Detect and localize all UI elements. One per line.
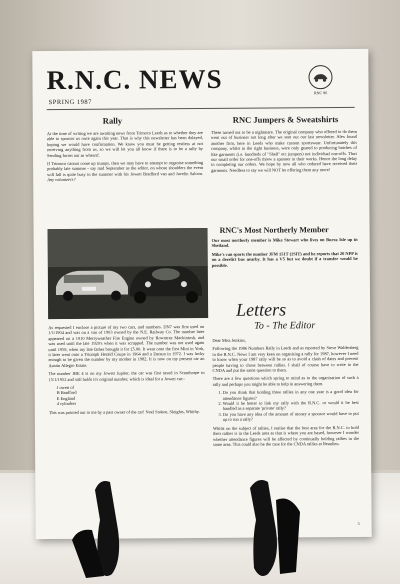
- stand-leg-right: [250, 480, 277, 576]
- acronym-item: 4 cylinders: [56, 401, 77, 407]
- story-paragraph: As requested I enclose a picture of my two cars, and numbers. DN7 was first used on 1/1/1904 and was on a van of 1903 owned by the N.E. Railway Co. The number later appeared on a 1910 Merryweather Fire Engine owned by Rowntree Mackintosh, and was used until the late 1920's when it was scrapped. The number was not used again until 1959, when my late father brought it for £5.00. It went onto the first Mini in York, it later went onto a Triumph Herald Coupe in 1964 and a Datsun in 1972. I was lucky enough to be given the number by my mother in 1982. It is now on my present car an Austin Allegro Estate.: [48, 323, 205, 368]
- logo-label: RNC 86: [313, 90, 328, 96]
- question-item: 2. Would it be better to link my rally with the R.N.C. or would it be best handled as a separate 'private' rally?: [223, 400, 359, 412]
- jumpers-paragraph: These turned out to be a nightmare. The original company who offered to do them went out of business not long after we sent out our last newsletter. Alex found another firm, here in Leeds who make custom sportswear. Unfortunately this company, whilst in the right business, were only geared to producing batches of like garments (i.e. hundreds of "Shell" etc jumpers) not individual one-offs. Thus our small order for one-offs threw a spanner in their works. Hence the long delay in completing our orders. We hope by now all who ordered have received their garments. Needless to say we will NOT be offering them any more!: [210, 128, 358, 173]
- rally-paragraph: At the time of writing we are awaiting news from Trimoco Leeds as to whether they are able to sponsor us once again this year. That is why this newsletter has been delayed, hoping we would have confirmation. We know you must be getting restless at not receiving anything from us, so we will let you all know if there is to be a rally by Sending forms out as when/if.: [46, 129, 204, 158]
- letter-paragraph-3: Whilst on the subject of rallies, I realise that the best area for the R.N.C. to hold their rallies is in the Leeds area as that is where you are based, however I wonder whether attendance figures will be affected by continually holding rallies in the same area. This could also be the case for the CNDA rallies at Beaulieu.: [212, 424, 360, 447]
- issue-date: SPRING 1987: [48, 98, 92, 107]
- northerly-paragraph: Our most northerly member is Mike Stewart who lives on Burra Isle up in Shetland.: [211, 236, 358, 249]
- acronym-item: B Bradford: [56, 390, 77, 396]
- stand-foot-right: [276, 499, 300, 575]
- rally-heading: Rally: [102, 115, 123, 126]
- page-number: 5: [357, 520, 360, 526]
- northerly-heading: RNC's Most Northerly Member: [219, 225, 329, 235]
- jumpers-heading: RNC Jumpers & Sweatshirts: [232, 114, 339, 125]
- volunteer-note: Any volunteers?: [47, 177, 76, 183]
- letter-paragraph-2: There are a few questions which spring to mind as to the organisation of such a rally and perhaps you might be able to help in answering them.: [212, 375, 359, 387]
- newsletter-title: R.N.C. NEWS: [46, 63, 223, 96]
- acronym-item: J owett of: [56, 384, 74, 391]
- story-paragraph-2: The number JBE 4 is on my Jowett Jupiter, the car was first taxed in Scunthorpe in 15/1/1952 and still holds it's original number, which is ideal for a Jowett car:-: [48, 370, 205, 382]
- letter-salutation: Dear Miss Jenkins,: [212, 337, 246, 343]
- letter-paragraph: Following the 1986 Numbers Rally in Leeds and as reported by Steve Waldenberg in the R.N.C. News I am very keen on organising a rally for 1987, however I need to know when your 1987 rally will be so as to avoid a clash of dates and prevent people having to chose between rallies. I shall of course have to write to the CNDA and put the same question to them.: [212, 345, 359, 373]
- letters-subtitle: To - The Editor: [254, 320, 316, 332]
- letters-title: Letters: [236, 299, 287, 320]
- acronym-item: E England: [56, 395, 76, 401]
- question-item: 3. Do you have any idea of the amount of money a sponsor would have to put up to run a rally?: [223, 411, 359, 423]
- northerly-paragraph-2: Mike's van sports the number JFM 151T (1SIT) and he reports that 20 NPP is on a derelict bus nearby. It has a V5 but we doubt if a transfer would be possible.: [211, 250, 358, 268]
- story-signoff: This was pointed out to me by a past owner of the car! Noel Stokoe, Sleights, Whitby.: [48, 408, 200, 415]
- rally-paragraph-text: If Trimoco cannot come up trumps, then we may have to attempt to organise something probably late summer - say mid September as the editor, on whose shoulders the event will fall is quite busy in the summer with his Jowett Bradford van and Javelin Saloon.: [47, 160, 204, 177]
- question-item: 1. Do you think that holding three rallies in any one year is a good idea for attendance figures?: [223, 389, 359, 401]
